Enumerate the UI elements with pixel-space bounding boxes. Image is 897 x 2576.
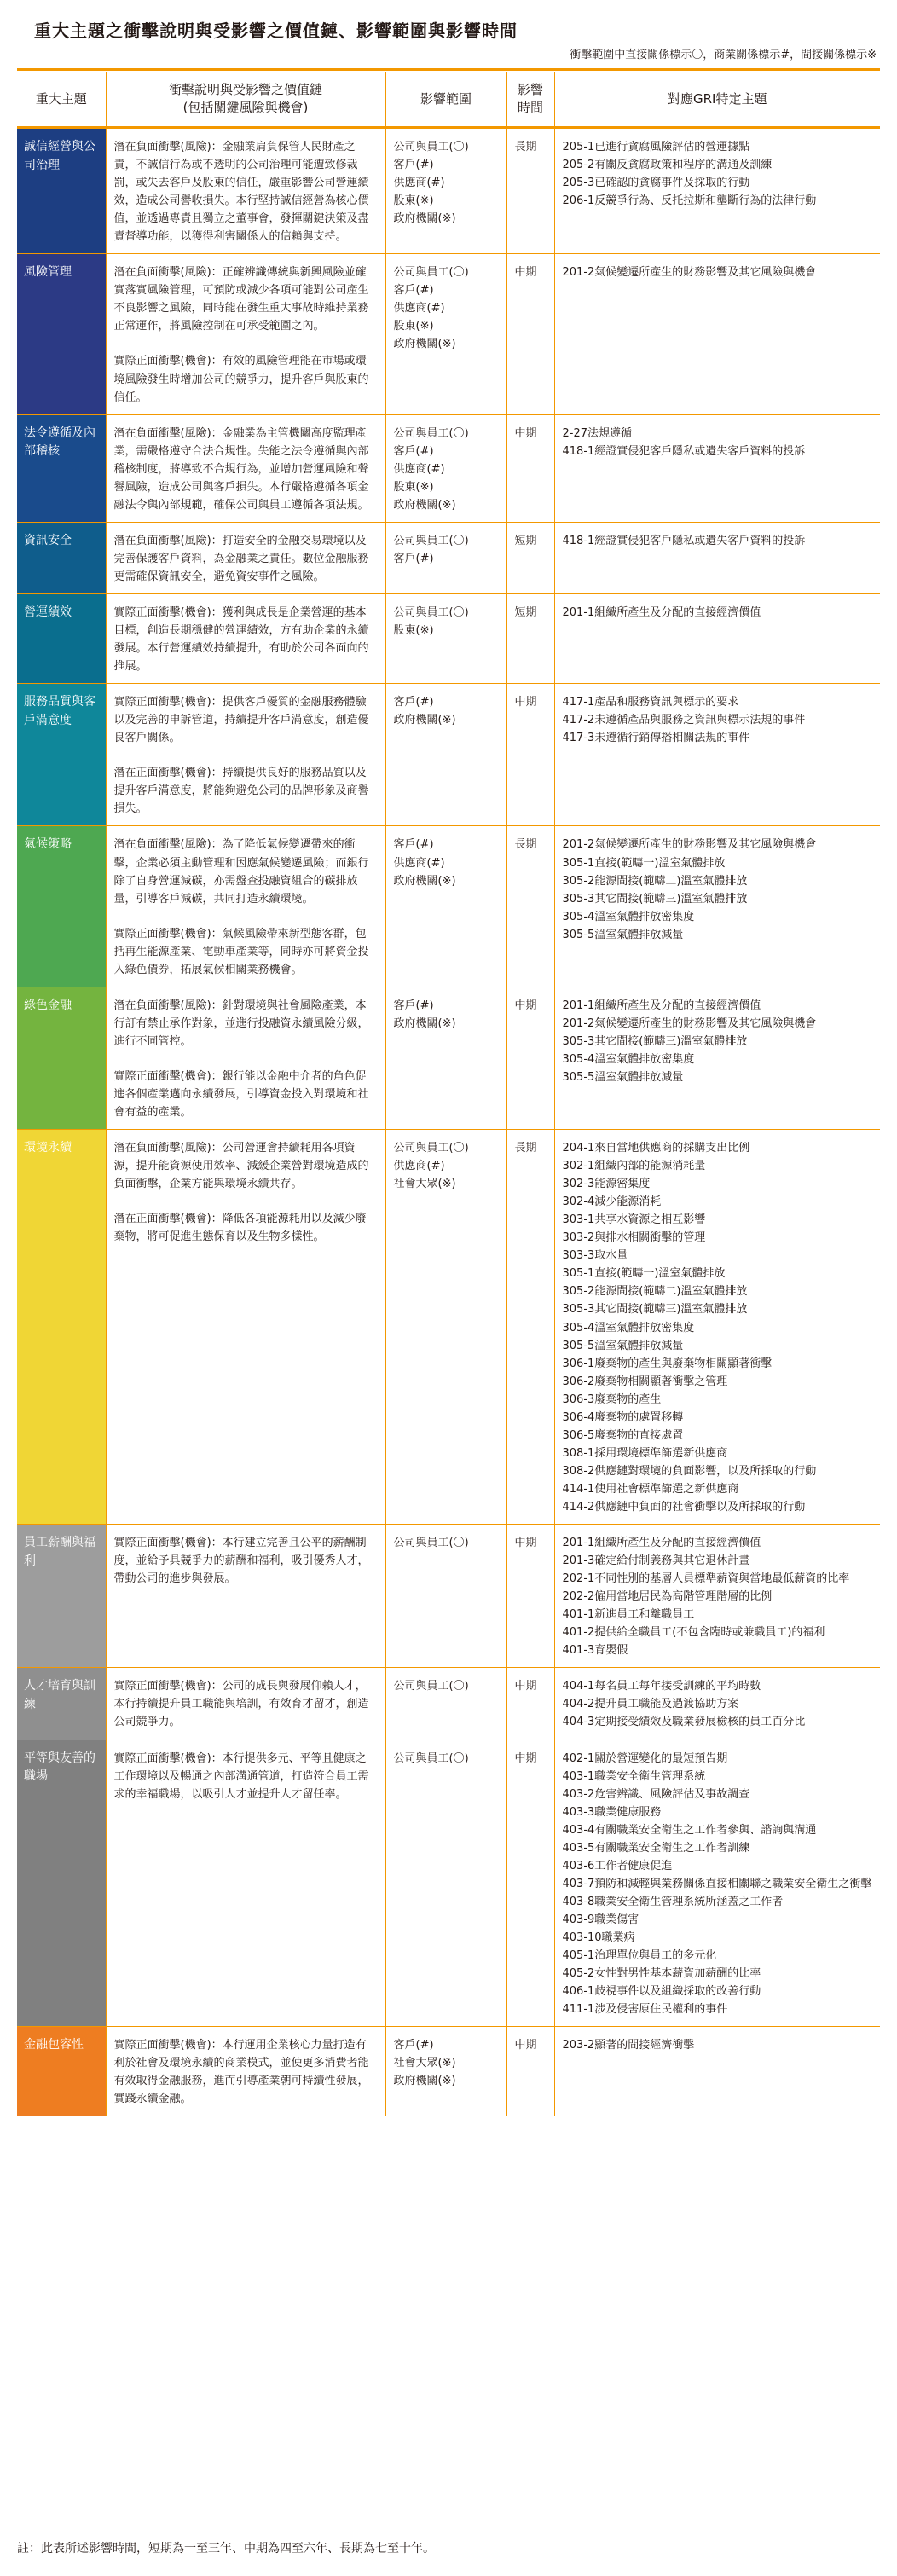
scope-item: 政府機關(※): [393, 714, 456, 727]
scope-cell: [385, 987, 506, 1129]
gri-cell: [554, 593, 880, 683]
time-cell: 長期: [506, 1130, 554, 1525]
scope-item: 公司與員工(〇): [393, 1680, 469, 1693]
scope-item: 供應商(#): [393, 302, 445, 315]
gri-item: 302-1組織內部的能源消耗量: [562, 1160, 706, 1173]
gri-item: 303-3取水量: [562, 1249, 628, 1263]
gri-item: 306-1廢棄物的產生與廢棄物相關顯著衝擊: [562, 1357, 773, 1370]
impact-paragraph: 實際正面衝擊(機會)：本行建立完善且公平的薪酬制度，並給予具競爭力的薪酬和福利，吸引優秀人才，帶動公司的進步與發展。: [113, 1537, 369, 1586]
footnote: 註：此表所述影響時間，短期為一至三年、中期為四至六年、長期為七至十年。: [17, 2542, 435, 2556]
gri-item: 406-1歧視事件以及組織採取的改善行動: [562, 1985, 761, 1999]
scope-item: 公司與員工(〇): [393, 1537, 469, 1550]
topic-cell: 服務品質與客戶滿意度: [17, 684, 106, 826]
gri-item: 418-1經證實侵犯客戶隱私或遺失客戶資料的投訴: [562, 444, 806, 458]
impact-paragraph: 潛在負面衝擊(風險)：針對環境與社會風險產業，本行訂有禁止承作對象，並進行投融資永續風險分級，進行不同管控。: [113, 999, 369, 1048]
gri-cell: [554, 1525, 880, 1668]
impact-cell: [106, 254, 385, 414]
impact-cell: [106, 1525, 385, 1668]
impact-paragraph: 實際正面衝擊(機會)：提供客戶優質的金融服務體驗以及完善的申訴管道，持續提升客戶滿意度，創造優良客戶關係。: [113, 696, 369, 745]
impact-paragraph: 潛在負面衝擊(風險)：金融業為主管機關高度監理產業，需嚴格遵守合法合規性。失能之法令遵循與內部稽核制度，將導致不合規行為，並增加營運風險和聲譽風險，造成公司與客戶損失。本行嚴格遵循各項金融法令與內部規範，確保公司與員工遵循各項法規。: [113, 426, 369, 512]
scope-item: 客戶(#): [393, 159, 434, 172]
topic-cell: 氣候策略: [17, 826, 106, 987]
scope-item: 供應商(#): [393, 856, 445, 870]
time-cell: 中期: [506, 1525, 554, 1668]
gri-item: 418-1經證實侵犯客戶隱私或遺失客戶資料的投訴: [562, 534, 806, 547]
scope-legend: 衝擊範圍中直接關係標示〇，商業關係標示#，間接關係標示※: [570, 49, 877, 61]
impact-cell: [106, 128, 385, 254]
impact-paragraph: 潛在正面衝擊(機會)：持續提供良好的服務品質以及提升客戶滿意度，將能夠避免公司的品牌形象及商譽損失。: [113, 767, 369, 816]
gri-item: 303-2與排水相關衝擊的管理: [562, 1231, 706, 1245]
header-gri: 對應GRI特定主題: [554, 72, 880, 128]
gri-item: 305-2能源間接(範疇二)溫室氣體排放: [562, 1285, 748, 1299]
gri-item: 403-2危害辨識、風險評估及事故調查: [562, 1787, 750, 1801]
scope-item: 客戶(#): [393, 2039, 434, 2052]
scope-item: 客戶(#): [393, 552, 434, 565]
table-row: [17, 593, 880, 683]
gri-item: 403-5有關職業安全衛生之工作者訓練: [562, 1841, 750, 1855]
time-cell: 中期: [506, 2027, 554, 2116]
gri-item: 305-1直接(範疇一)溫室氣體排放: [562, 1267, 726, 1281]
gri-item: 303-1共享水資源之相互影響: [562, 1213, 706, 1227]
impact-cell: [106, 1740, 385, 2027]
impact-cell: [106, 414, 385, 522]
scope-cell: [385, 1740, 506, 2027]
gri-item: 201-3確定給付制義務與其它退休計畫: [562, 1554, 750, 1568]
gri-item: 305-5溫室氣體排放減量: [562, 1339, 684, 1352]
impact-cell: [106, 684, 385, 826]
material-topics-table: [17, 72, 880, 2116]
gri-cell: [554, 987, 880, 1129]
header-scope: 影響範圍: [385, 72, 506, 128]
header-time-text: 影響 時間: [517, 82, 543, 115]
scope-item: 客戶(#): [393, 999, 434, 1012]
gri-item: 414-1使用社會標準篩選之新供應商: [562, 1482, 739, 1496]
gri-item: 305-5溫室氣體排放減量: [562, 928, 684, 941]
scope-item: 社會大眾(※): [393, 1178, 456, 1191]
gri-item: 201-1組織所產生及分配的直接經濟價值: [562, 1537, 761, 1550]
gri-item: 205-3已確認的貪腐事件及採取的行動: [562, 177, 750, 190]
gri-cell: [554, 684, 880, 826]
gri-item: 417-1產品和服務資訊與標示的要求: [562, 696, 739, 709]
gri-cell: [554, 1668, 880, 1740]
gri-item: 202-1不同性別的基層人員標準薪資與當地最低薪資的比率: [562, 1572, 850, 1586]
gri-item: 401-1新進員工和離職員工: [562, 1608, 695, 1622]
scope-item: 客戶(#): [393, 838, 434, 852]
scope-item: 公司與員工(〇): [393, 1142, 469, 1155]
time-cell: 長期: [506, 826, 554, 987]
topic-cell: 資訊安全: [17, 522, 106, 593]
gri-item: 306-4廢棄物的處置移轉: [562, 1410, 684, 1424]
impact-paragraph: 潛在正面衝擊(機會)：降低各項能源耗用以及減少廢棄物，將可促進生態保育以及生物多樣性。: [113, 1213, 367, 1244]
impact-paragraph: 實際正面衝擊(機會)：本行提供多元、平等且健康之工作環境以及暢通之內部溝通管道，打造符合員工需求的幸福職場，以吸引人才並提升人才留任率。: [113, 1751, 369, 1801]
table-row: [17, 1740, 880, 2027]
scope-cell: [385, 1130, 506, 1525]
table-row: [17, 1130, 880, 1525]
scope-item: 政府機關(※): [393, 498, 456, 512]
gri-item: 401-2提供給全職員工(不包含臨時或兼職員工)的福利: [562, 1626, 825, 1640]
gri-item: 206-1反競爭行為、反托拉斯和壟斷行為的法律行動: [562, 194, 817, 208]
gri-item: 306-5廢棄物的直接處置: [562, 1428, 684, 1442]
gri-item: 414-2供應鏈中負面的社會衝擊以及所採取的行動: [562, 1501, 806, 1514]
scope-item: 政府機關(※): [393, 2075, 456, 2088]
impact-paragraph: 潛在負面衝擊(風險)：金融業肩負保管人民財產之責，不誠信行為或不透明的公司治理可能遭致修裁罰，或失去客戶及股東的信任，嚴重影響公司營運績效，造成公司譽收損失。本行堅持誠信經營為核心價值，並透過專責且獨立之董事會，發揮關鍵決策及盡責督導功能，以獲得利害關係人的信賴與支持。: [113, 141, 369, 244]
impact-paragraph: 實際正面衝擊(機會)：獲利與成長是企業營運的基本目標，創造長期穩健的營運績效，方有助企業的永續發展。本行營運績效持續提升，有助於公司各面向的推展。: [113, 605, 369, 674]
table-row: [17, 1525, 880, 1668]
gri-item: 201-2氣候變遷所產生的財務影響及其它風險與機會: [562, 1016, 817, 1030]
scope-cell: [385, 593, 506, 683]
time-cell: 中期: [506, 684, 554, 826]
gri-cell: [554, 128, 880, 254]
gri-item: 401-3育嬰假: [562, 1644, 628, 1658]
gri-item: 305-3其它間接(範疇三)溫室氣體排放: [562, 1034, 748, 1048]
scope-item: 供應商(#): [393, 177, 445, 190]
time-cell: 長期: [506, 128, 554, 254]
gri-item: 201-2氣候變遷所產生的財務影響及其它風險與機會: [562, 266, 817, 280]
gri-item: 2-27法規遵循: [562, 426, 633, 440]
table-row: [17, 254, 880, 414]
gri-item: 305-4溫室氣體排放密集度: [562, 1321, 695, 1334]
gri-item: 201-1組織所產生及分配的直接經濟價值: [562, 999, 761, 1012]
gri-item: 308-1採用環境標準篩選新供應商: [562, 1446, 728, 1460]
gri-item: 403-4有關職業安全衛生之工作者參與、諮詢與溝通: [562, 1823, 817, 1837]
scope-cell: [385, 522, 506, 593]
scope-item: 股東(※): [393, 624, 434, 638]
time-cell: 中期: [506, 254, 554, 414]
gri-cell: [554, 826, 880, 987]
gri-item: 404-1每名員工每年接受訓練的平均時數: [562, 1680, 761, 1693]
gri-item: 403-8職業安全衛生管理系統所涵蓋之工作者: [562, 1895, 784, 1908]
scope-item: 社會大眾(※): [393, 2057, 456, 2070]
scope-cell: [385, 684, 506, 826]
gri-item: 402-1關於營運變化的最短預告期: [562, 1751, 728, 1765]
table-row: [17, 987, 880, 1129]
impact-paragraph: 潛在負面衝擊(風險)：為了降低氣候變遷帶來的衝擊，企業必須主動管理和因應氣候變遷風險；而銀行除了自身營運減碳，亦需盤查投融資組合的碳排放量，引導客戶減碳，共同打造永續環境。: [113, 838, 369, 906]
gri-cell: [554, 1130, 880, 1525]
gri-item: 404-3定期接受績效及職業發展檢核的員工百分比: [562, 1716, 806, 1729]
gri-item: 417-3未遵循行銷傳播相關法規的事件: [562, 732, 750, 745]
gri-item: 202-2僱用當地居民為高階管理階層的比例: [562, 1590, 773, 1604]
gri-item: 302-4減少能源消耗: [562, 1195, 662, 1209]
gri-item: 305-4溫室氣體排放密集度: [562, 1052, 695, 1066]
gri-item: 403-6工作者健康促進: [562, 1859, 673, 1873]
scope-item: 供應商(#): [393, 1160, 445, 1173]
gri-item: 403-9職業傷害: [562, 1913, 639, 1926]
time-cell: 短期: [506, 593, 554, 683]
time-cell: 中期: [506, 1668, 554, 1740]
scope-item: 客戶(#): [393, 284, 434, 298]
topic-cell: 平等與友善的職場: [17, 1740, 106, 2027]
scope-item: 股東(※): [393, 320, 434, 333]
gri-item: 411-1涉及侵害原住民權利的事件: [562, 2003, 728, 2017]
scope-item: 公司與員工(〇): [393, 266, 469, 280]
scope-item: 公司與員工(〇): [393, 141, 469, 153]
scope-cell: [385, 2027, 506, 2116]
page-title: 重大主題之衝擊說明與受影響之價值鏈、影響範圍與影響時間: [34, 20, 518, 41]
gri-item: 305-1直接(範疇一)溫室氣體排放: [562, 856, 726, 870]
gri-cell: [554, 1740, 880, 2027]
time-cell: 中期: [506, 987, 554, 1129]
scope-item: 股東(※): [393, 480, 434, 494]
gri-cell: [554, 522, 880, 593]
scope-item: 公司與員工(〇): [393, 605, 469, 619]
gri-item: 403-10職業病: [562, 1931, 635, 1944]
scope-item: 政府機關(※): [393, 874, 456, 888]
impact-paragraph: 實際正面衝擊(機會)：有效的風險管理能在市場或環境風險發生時增加公司的競爭力，提升客戶與股東的信任。: [113, 355, 369, 404]
impact-paragraph: 潛在負面衝擊(風險)：正確辨識傳統與新興風險並確實落實風險管理，可預防或減少各項可能對公司產生不良影響之風險，同時能在發生重大事故時維持業務正常運作，將風險控制在可承受範圍之內。: [113, 266, 369, 333]
topic-cell: 員工薪酬與福利: [17, 1525, 106, 1668]
header-impact: [106, 72, 385, 128]
impact-cell: [106, 522, 385, 593]
table-row: [17, 414, 880, 522]
topic-cell: 金融包容性: [17, 2027, 106, 2116]
gri-item: 405-2女性對男性基本薪資加薪酬的比率: [562, 1967, 761, 1981]
table-row: [17, 2027, 880, 2116]
scope-item: 政府機關(※): [393, 212, 456, 226]
gri-item: 306-2廢棄物相關顯著衝擊之管理: [562, 1375, 728, 1388]
header-time: [506, 72, 554, 128]
gri-item: 205-2有關反貪腐政策和程序的溝通及訓練: [562, 159, 773, 172]
scope-item: 政府機關(※): [393, 338, 456, 351]
scope-cell: [385, 128, 506, 254]
gri-item: 203-2顯著的間接經濟衝擊: [562, 2039, 695, 2052]
gri-item: 306-3廢棄物的產生: [562, 1392, 662, 1406]
table-row: [17, 684, 880, 826]
gri-item: 405-1治理單位與員工的多元化: [562, 1949, 717, 1963]
scope-item: 客戶(#): [393, 696, 434, 709]
impact-paragraph: 潛在負面衝擊(風險)：打造安全的金融交易環境以及完善保護客戶資料，為金融業之責任。數位金融服務更需確保資訊安全，避免資安事件之風險。: [113, 534, 369, 583]
scope-cell: [385, 254, 506, 414]
gri-item: 305-3其它間接(範疇三)溫室氣體排放: [562, 892, 748, 906]
time-cell: 短期: [506, 522, 554, 593]
scope-item: 供應商(#): [393, 462, 445, 476]
impact-cell: [106, 1668, 385, 1740]
gri-item: 305-2能源間接(範疇二)溫室氣體排放: [562, 874, 748, 888]
gri-item: 403-3職業健康服務: [562, 1805, 662, 1819]
gri-item: 305-4溫室氣體排放密集度: [562, 910, 695, 923]
table-row: [17, 1668, 880, 1740]
impact-cell: [106, 1130, 385, 1525]
scope-cell: [385, 1525, 506, 1668]
gri-item: 204-1來自當地供應商的採購支出比例: [562, 1142, 750, 1155]
table-top-rule: [17, 68, 880, 71]
scope-item: 股東(※): [393, 194, 434, 208]
gri-item: 403-7預防和減輕與業務關係直接相關聯之職業安全衛生之衝擊: [562, 1877, 872, 1890]
gri-item: 305-5溫室氣體排放減量: [562, 1070, 684, 1084]
impact-paragraph: 實際正面衝擊(機會)：氣候風險帶來新型態客群，包括再生能源產業、電動車產業等，同時亦可將資金投入綠色債券，拓展氣候相關業務機會。: [113, 927, 369, 976]
scope-cell: [385, 1668, 506, 1740]
gri-item: 403-1職業安全衛生管理系統: [562, 1769, 706, 1783]
scope-cell: [385, 826, 506, 987]
table-header-row: [17, 72, 880, 128]
gri-item: 417-2未遵循產品與服務之資訊與標示法規的事件: [562, 714, 806, 727]
impact-cell: [106, 987, 385, 1129]
impact-paragraph: 潛在負面衝擊(風險)：公司營運會持續耗用各項資源，提升能資源使用效率、減緩企業營對環境造成的負面衝擊，企業方能與環境永續共存。: [113, 1142, 369, 1191]
topic-cell: 營運績效: [17, 593, 106, 683]
topic-cell: 環境永續: [17, 1130, 106, 1525]
topic-cell: 法令遵循及內部稽核: [17, 414, 106, 522]
scope-item: 公司與員工(〇): [393, 426, 469, 440]
topic-cell: 綠色金融: [17, 987, 106, 1129]
gri-cell: [554, 2027, 880, 2116]
time-cell: 中期: [506, 1740, 554, 2027]
impact-cell: [106, 826, 385, 987]
gri-item: 305-3其它間接(範疇三)溫室氣體排放: [562, 1303, 748, 1317]
impact-paragraph: 實際正面衝擊(機會)：銀行能以金融中介者的角色促進各個產業邁向永續發展，引導資金投入對環境和社會有益的產業。: [113, 1069, 369, 1120]
gri-item: 205-1已進行貪腐風險評估的營運據點: [562, 141, 750, 153]
scope-item: 公司與員工(〇): [393, 1751, 469, 1765]
gri-cell: [554, 414, 880, 522]
gri-item: 404-2提升員工職能及過渡協助方案: [562, 1698, 739, 1711]
impact-cell: [106, 593, 385, 683]
gri-item: 308-2供應鏈對環境的負面影響，以及所採取的行動: [562, 1464, 817, 1478]
topic-cell: 人才培育與訓練: [17, 1668, 106, 1740]
scope-cell: [385, 414, 506, 522]
topic-cell: 誠信經營與公司治理: [17, 128, 106, 254]
gri-item: 201-2氣候變遷所產生的財務影響及其它風險與機會: [562, 838, 817, 852]
gri-cell: [554, 254, 880, 414]
impact-cell: [106, 2027, 385, 2116]
impact-paragraph: 實際正面衝擊(機會)：公司的成長與發展仰賴人才，本行持續提升員工職能與培訓，有效育才留才，創造公司競爭力。: [113, 1680, 369, 1729]
scope-item: 客戶(#): [393, 444, 434, 458]
header-topic: 重大主題: [17, 72, 106, 128]
impact-paragraph: 實際正面衝擊(機會)：本行運用企業核心力量打造有利於社會及環境永續的商業模式，並使更多消費者能有效取得金融服務，進而引導產業朝可持續性發展，實踐永續金融。: [113, 2039, 369, 2106]
header-impact-text: 衝擊說明與受影響之價值鏈 (包括關鍵風險與機會): [168, 82, 322, 115]
scope-item: 政府機關(※): [393, 1016, 456, 1030]
gri-item: 302-3能源密集度: [562, 1178, 651, 1191]
scope-item: 公司與員工(〇): [393, 534, 469, 547]
time-cell: 中期: [506, 414, 554, 522]
table-row: [17, 522, 880, 593]
topic-cell: 風險管理: [17, 254, 106, 414]
table-row: [17, 826, 880, 987]
table-row: [17, 128, 880, 254]
gri-item: 201-1組織所產生及分配的直接經濟價值: [562, 605, 761, 619]
